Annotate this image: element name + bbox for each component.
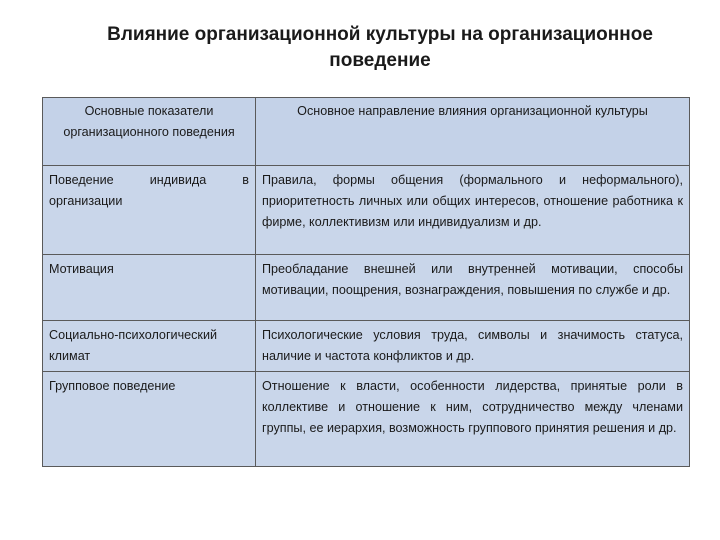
column-header-indicators: Основные показатели организационного поведения (43, 98, 256, 166)
influence-cell: Преобладание внешней или внутренней мотивации, способы мотивации, поощрения, вознаграждения, повышения по службе и др. (256, 255, 690, 321)
influence-cell: Правила, формы общения (формального и неформального), приоритетность личных или общих интересов, отношение работника к фирме, коллективизм или индивидуализм и др. (256, 166, 690, 255)
indicator-cell: Групповое поведение (43, 372, 256, 467)
table-row (43, 166, 690, 255)
table-row (43, 372, 690, 467)
indicator-cell: Поведение индивида в организации (43, 166, 256, 255)
page-title: Влияние организационной культуры на организационное поведение (107, 24, 653, 71)
influence-table (42, 97, 690, 467)
table-row (43, 321, 690, 372)
table-header-row (43, 98, 690, 166)
influence-cell: Отношение к власти, особенности лидерства, принятые роли в коллективе и отношение к ним, сотрудничество между членами группы, ее иерархия, возможность группового принятия решения и др. (256, 372, 690, 467)
indicator-cell: Мотивация (43, 255, 256, 321)
indicator-cell: Социально-психологический климат (43, 321, 256, 372)
table-row (43, 255, 690, 321)
influence-cell: Психологические условия труда, символы и значимость статуса, наличие и частота конфликтов и др. (256, 321, 690, 372)
column-header-influence: Основное направление влияния организационной культуры (256, 98, 690, 166)
